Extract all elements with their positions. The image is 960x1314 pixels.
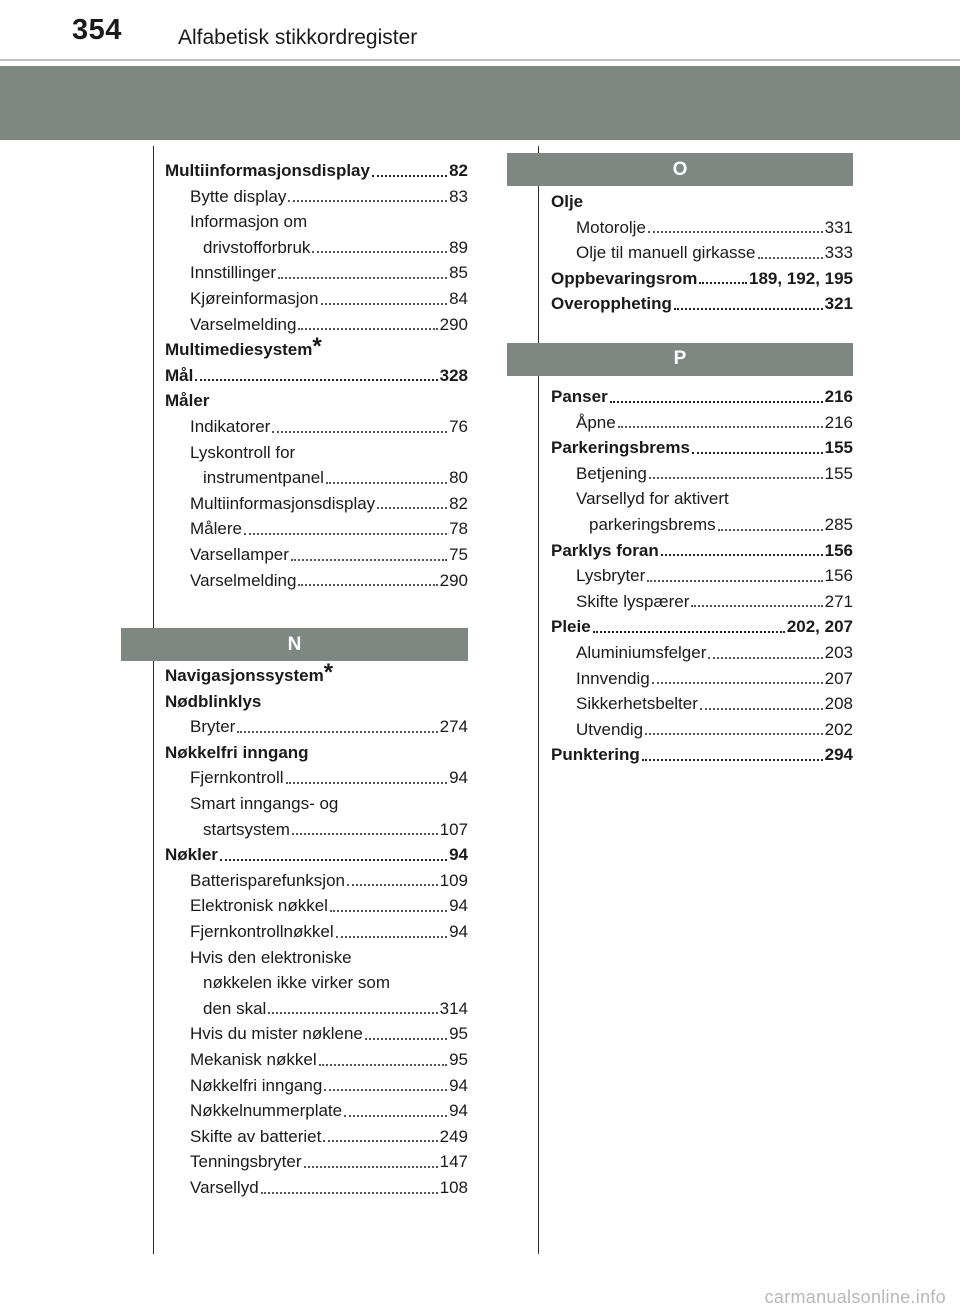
entry-page-ref: 156 [824,566,853,586]
entry-page-ref: 203 [824,642,853,662]
watermark: carmanualsonline.info [764,1287,946,1307]
entry-label: Nøkkelnummerplate [190,1101,343,1121]
dot-leader [618,426,823,428]
entry-page-ref: 249 [439,1126,468,1146]
index-entry [165,1073,468,1099]
index-entry [551,410,853,436]
index-entry [551,215,853,241]
index-entry [165,1149,468,1175]
entry-label: Hvis du mister nøklene [190,1024,363,1044]
dot-leader [244,533,447,535]
entry-label: Skifte lyspærer [576,591,690,611]
index-entry [551,563,853,589]
entry-page-ref: 94 [449,845,468,865]
entry-label: Fjernkontroll [190,768,284,788]
entry-label: Varselmelding [190,314,297,334]
entry-page-ref: 156 [824,540,853,560]
entry-label: Lyskontroll for [190,442,296,462]
index-entry [551,435,853,461]
index-entry [551,717,853,743]
dot-leader [699,282,747,284]
entry-page-ref: 95 [449,1024,468,1044]
entry-label: Multiinformasjonsdisplay [165,161,370,180]
index-entry [551,486,853,512]
dot-leader [288,200,447,202]
entry-label: den skal [203,998,267,1018]
entry-list-p [551,384,853,768]
entry-label: Aluminiumsfelger [576,642,707,662]
index-entry [551,666,853,692]
entry-page-ref: 189, 192, 195 [749,268,853,288]
dot-leader [336,936,447,938]
dot-leader [220,859,447,861]
entry-label: Bytte display [190,186,287,206]
entry-page-ref: 76 [449,416,468,436]
entry-page-ref: 202 [824,719,853,739]
index-entry [165,1021,468,1047]
entry-label: Varselmelding [190,570,297,590]
index-entry [551,240,853,266]
dot-leader [645,733,823,735]
entry-list-o [551,189,853,317]
dot-leader [661,554,823,556]
entry-page-ref: 333 [824,243,853,263]
index-entry [165,333,468,363]
dot-leader [304,1166,438,1168]
entry-page-ref: 94 [449,1101,468,1121]
section-letter-p: P [507,343,853,376]
index-entry [165,414,468,440]
dot-leader [321,303,448,305]
index-entry [165,893,468,919]
entry-label: Batterisparefunksjon [190,870,345,890]
dot-leader [692,452,823,454]
dot-leader [708,657,822,659]
index-entry [165,996,468,1022]
dot-leader [323,1140,437,1142]
index-entry [165,388,468,414]
index-entry [165,1098,468,1124]
index-entry [165,1047,468,1073]
index-entry [165,465,468,491]
dot-leader [758,257,823,259]
header-banner [0,66,960,140]
entry-label: Måler [165,391,210,411]
entry-label: Parklys foran [551,540,659,560]
index-entry [165,209,468,235]
entry-label: Utvendig [576,719,644,739]
entry-page-ref: 80 [449,468,468,488]
index-entry [165,158,468,184]
dot-leader [292,833,438,835]
entry-label: Målere [190,519,242,539]
dot-leader [647,580,822,582]
entry-label: Nøkler [165,845,218,865]
index-entry [165,1175,468,1201]
dot-leader [700,708,823,710]
page-title: Alfabetisk stikkordregister [178,26,418,49]
dot-leader [298,584,437,586]
index-entry [551,512,853,538]
page-number: 354 [72,14,122,46]
entry-label: Oppbevaringsrom [551,268,698,288]
dot-leader [291,559,447,561]
dot-leader [377,507,447,509]
entry-label: parkeringsbrems [589,514,716,534]
asterisk-marker: * [312,333,322,361]
entry-label: Hvis den elektroniske [190,947,352,967]
entry-page-ref: 271 [824,591,853,611]
entry-label: Innstillinger [190,263,276,283]
entry-label: Bryter [190,717,236,737]
index-column-right [551,158,853,768]
entry-label: Lysbryter [576,566,646,586]
entry-page-ref: 202, 207 [786,617,853,637]
dot-leader [691,605,822,607]
entry-page-ref: 147 [439,1152,468,1172]
index-entry [165,542,468,568]
index-entry [165,868,468,894]
entry-label: Overoppheting [551,294,672,314]
entry-label: Informasjon om [190,212,308,232]
dot-leader [237,731,437,733]
index-entry [165,568,468,594]
right-column-rule [538,146,539,1254]
entry-page-ref: 75 [449,544,468,564]
entry-label: startsystem [203,819,290,839]
section-letter-n: N [121,628,468,661]
index-entry [165,689,468,715]
entry-page-ref: 107 [439,819,468,839]
dot-leader [674,308,823,310]
entry-list-m [165,158,468,593]
entry-page-ref: 216 [824,412,853,432]
entry-label: Betjening [576,463,647,483]
entry-page-ref: 314 [439,998,468,1018]
entry-page-ref: 95 [449,1050,468,1069]
entry-label: Kjøreinformasjon [190,288,319,308]
entry-label: Pleie [551,617,591,637]
entry-label: Varsellyd [190,1177,259,1197]
index-entry [165,817,468,843]
dot-leader [195,379,437,381]
dot-leader [298,328,437,330]
index-entry [551,640,853,666]
entry-label: Punktering [551,745,640,765]
entry-label: Smart inngangs- og [190,794,339,814]
entry-label: Motorolje [576,217,646,237]
dot-leader [261,1192,438,1194]
entry-label: Navigasjonssystem [165,666,324,686]
entry-page-ref: 274 [439,717,468,737]
index-entry [165,260,468,286]
index-entry [551,291,853,317]
dot-leader [649,477,823,479]
dot-leader [365,1038,447,1040]
entry-label: Multiinformasjonsdisplay [190,493,376,513]
entry-label: Åpne [576,412,616,432]
entry-label: Nøkkelfri inngang [165,742,309,762]
left-column-rule [153,146,154,1254]
index-entry [551,742,853,768]
index-entry [551,691,853,717]
dot-leader [278,277,447,279]
entry-label: nøkkelen ikke virker som [203,973,391,993]
dot-leader [272,431,447,433]
entry-label: Parkeringsbrems [551,438,690,458]
entry-page-ref: 208 [824,694,853,714]
entry-page-ref: 216 [824,386,853,406]
dot-leader [268,1012,437,1014]
index-entry [551,538,853,564]
dot-leader [648,231,823,233]
entry-label: Multimediesystem [165,340,313,360]
entry-page-ref: 82 [449,161,468,180]
entry-label: instrumentpanel [203,468,324,488]
entry-page-ref: 82 [449,493,468,513]
header-divider [0,59,960,61]
index-entry [551,266,853,292]
index-entry [165,1124,468,1150]
dot-leader [286,782,448,784]
index-entry [165,791,468,817]
index-entry [165,184,468,210]
entry-page-ref: 83 [449,186,468,206]
dot-leader [347,884,438,886]
index-entry [165,659,468,689]
index-entry [551,589,853,615]
dot-leader [312,251,447,253]
entry-label: Mekanisk nøkkel [190,1050,317,1069]
index-entry [551,614,853,640]
index-entry [165,440,468,466]
index-entry [165,286,468,312]
entry-page-ref: 290 [439,570,468,590]
entry-label: Sikkerhetsbelter [576,694,698,714]
dot-leader [593,631,785,633]
index-entry [551,384,853,410]
asterisk-marker: * [323,659,334,687]
entry-label: Nødblinklys [165,691,262,711]
index-entry [165,945,468,971]
index-entry [165,765,468,791]
index-entry [165,516,468,542]
entry-label: Varsellyd for aktivert [576,489,729,509]
dot-leader [610,401,823,403]
entry-page-ref: 321 [824,294,853,314]
dot-leader [324,1089,447,1091]
entry-page-ref: 89 [449,237,468,257]
entry-label: Indikatorer [190,416,271,436]
entry-label: Tenningsbryter [190,1152,302,1172]
entry-label: Fjernkontrollnøkkel [190,922,334,942]
index-column-left [165,158,468,1201]
entry-label: drivstofforbruk [203,237,311,257]
entry-page-ref: 94 [449,1075,468,1095]
dot-leader [330,910,447,912]
entry-page-ref: 94 [449,896,468,916]
entry-page-ref: 108 [439,1177,468,1197]
entry-page-ref: 328 [439,365,468,385]
section-letter-o: O [507,153,853,186]
entry-page-ref: 109 [439,870,468,890]
entry-page-ref: 207 [824,668,853,688]
entry-label: Mål [165,365,194,385]
dot-leader [344,1115,447,1117]
index-entry [551,461,853,487]
entry-page-ref: 155 [824,438,853,458]
entry-label: Olje til manuell girkasse [576,243,756,263]
entry-label: Nøkkelfri inngang [190,1075,323,1095]
index-entry [165,235,468,261]
entry-page-ref: 294 [824,745,853,765]
dot-leader [642,759,823,761]
entry-page-ref: 155 [824,463,853,483]
entry-label: Olje [551,192,584,211]
entry-page-ref: 78 [449,519,468,539]
index-entry [165,363,468,389]
entry-page-ref: 331 [824,217,853,237]
dot-leader [372,175,447,177]
entry-page-ref: 285 [824,514,853,534]
entry-label: Varsellamper [190,544,289,564]
index-entry [165,491,468,517]
index-entry [165,842,468,868]
entry-label: Panser [551,386,608,406]
dot-leader [718,529,823,531]
dot-leader [652,682,823,684]
index-entry [165,714,468,740]
entry-label: Innvendig [576,668,650,688]
entry-page-ref: 94 [449,768,468,788]
dot-leader [319,1064,447,1066]
index-entry [165,919,468,945]
entry-list-n [165,659,468,1200]
entry-page-ref: 84 [449,288,468,308]
index-entry [551,189,853,215]
entry-label: Elektronisk nøkkel [190,896,328,916]
entry-label: Skifte av batteriet [190,1126,322,1146]
dot-leader [326,482,447,484]
entry-page-ref: 290 [439,314,468,334]
entry-page-ref: 94 [449,922,468,942]
index-entry [165,970,468,996]
entry-page-ref: 85 [449,263,468,283]
index-entry [165,740,468,766]
